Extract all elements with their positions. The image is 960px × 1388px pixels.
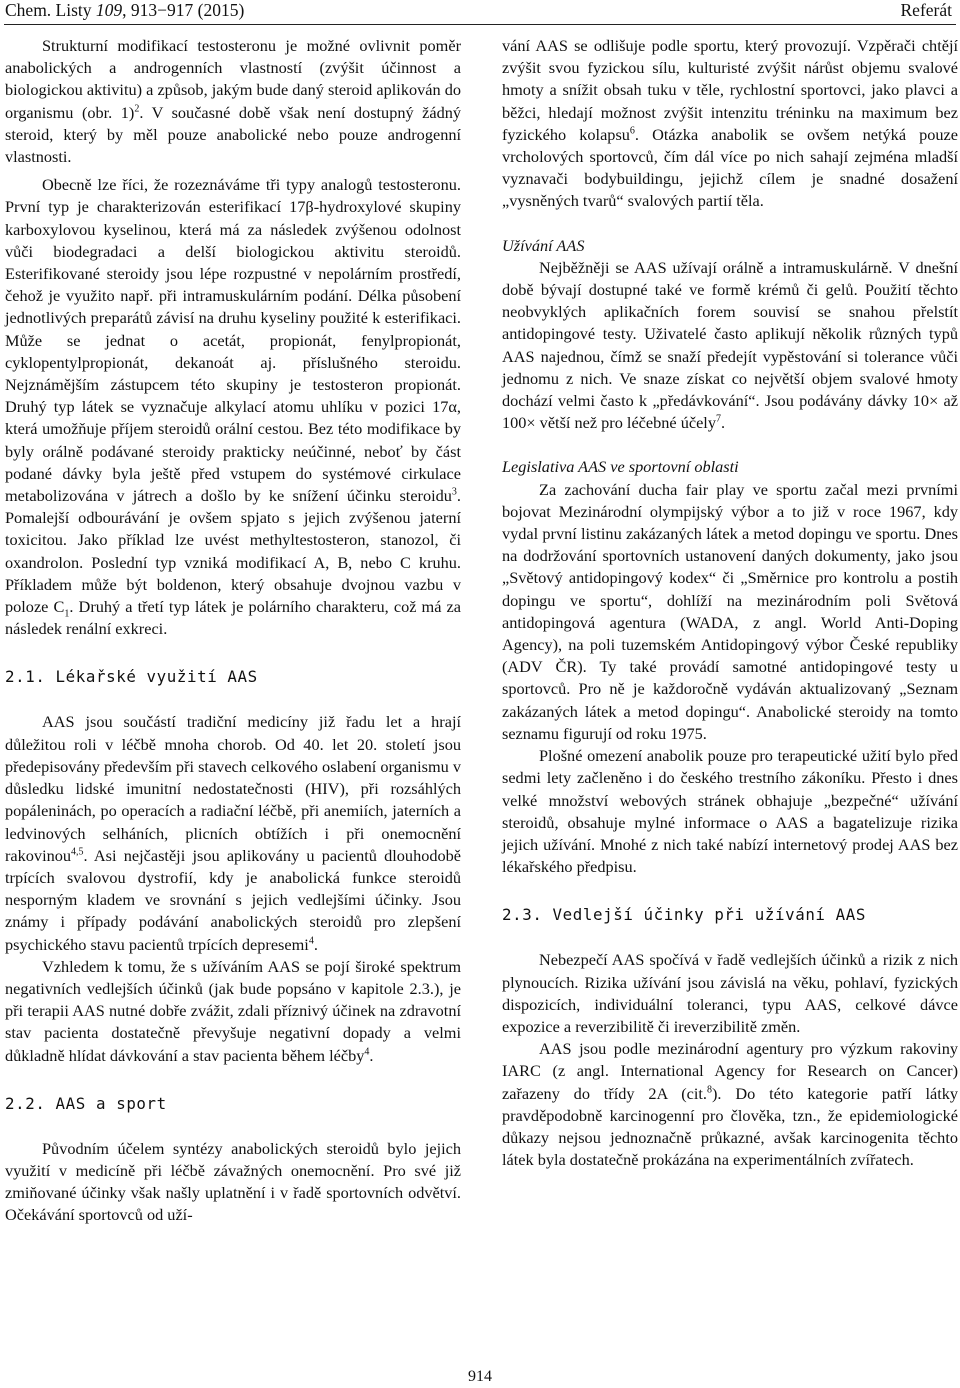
paragraph-text: Obecně lze říci, že rozeznáváme tři typy analogů testosteronu. První typ je charakterizován esterifikací 17β-hydroxylové skupiny karboxylovou kyselinou, která má za následek zvýšenou odolnost vůči biodegradaci a delší biologickou aktivitu steroidů. Esterifikované steroidy jsou lépe rozpustné v nepolárním prostředí, čehož je využito např. při intramuskulárním podání. Délka působení jednotlivých preparátů závisí na druhu kyseliny použité k esterifikaci. Může se jednat o acetát, propionát, fenylpropionát, cyklopentylpropionát, dekanoát aj. příslušného steroidu. Nejznámějším zástupcem této skupiny je testosteron propionát. Druhý typ látek se vyznačuje alkylací atomu uhlíku v pozici 17α, která umožňuje příjem steroidů orální cestou. Bez této modifikace by byly orálně podávané steroidy prakticky neúčinné, neboť by část podané dávky byla ještě před vstupem do systémové cirkulace metabolizována v játrech a došlo by ke snížení účinku steroidu [5, 175, 461, 506]
citation-ref: 7 [715, 413, 721, 425]
section-heading-2-3: 2.3. Vedlejší účinky při užívání AAS [502, 905, 866, 925]
citation-ref: 8 [707, 1084, 713, 1096]
citation-ref: 6 [629, 125, 635, 137]
citation-ref: 4 [364, 1046, 370, 1058]
section-heading-2-1: 2.1. Lékařské využití AAS [5, 667, 258, 687]
paragraph [502, 35, 958, 213]
page-number: 914 [468, 1368, 492, 1385]
paragraph [5, 956, 461, 1067]
subscript: 1 [64, 608, 70, 620]
header-divider [4, 24, 956, 25]
subheading-legislativa: Legislativa AAS ve sportovní oblasti [502, 457, 739, 477]
paragraph: Plošné omezení anabolik pouze pro terapeutické užití bylo před sedmi lety začleněno i do českého trestního zákoníku. Přesto i dnes velké množství webových stránek obhajuje „bezpečné“ užívání steroidů, obsahuje mylné informace o AAS a bagatelizuje rizika jejich užívání. Mnohé z nich také nabízí internetový prodej AAS bez lékařského předpisu. [502, 746, 958, 877]
paragraph-text: . [720, 413, 726, 433]
running-head [0, 0, 960, 26]
citation-ref: 3 [451, 486, 457, 498]
paragraph [502, 1038, 958, 1171]
paragraph: Za zachování ducha fair play ve sportu začal mezi prvními bojovat Mezinárodní olympijský výbor a to již v roce 1967, kdy vydal první listinu zakázaných látek a metod dopingu ve sportu. Dnes na dodržování sportovních ustanovení daných dokumenty, jako jsou „Světový antidopingový kodex“ či „Směrnice pro kontrolu a postih dopingu ve sportu“, dohlíží na mezinárodním poli Světová antidopingová agentura (WADA, z angl. World Anti-Doping Agency), na poli tuzemském Antidopingový výbor České republiky (ADV ČR). Ty také provádí samotné antidopingové testy u sportovců. Pro ně je každoročně vydáván aktualizovaný „Seznam zakázaných látek a metod dopingu“. Anabolické steroidy na tomto seznamu figurují od roku 1975. [502, 479, 958, 743]
paragraph-text: . Pomalejší odbourávání je ovšem spjato s jejich zvýšenou jaterní toxicitou. Jako příklad lze uvést methyltestosteron, stanozol, či oxandrolon. Poslední typ vzniká modifikací A, B, nebo C kruhu. Příkladem může být boldenon, který obsahuje dvojnou vazbu v poloze C [5, 486, 461, 617]
section-heading-2-2: 2.2. AAS a sport [5, 1093, 167, 1113]
journal-name: Chem. Listy [5, 0, 92, 20]
paragraph-text: . Asi nejčastěji jsou aplikovány u pacientů dlouhodobě trpících svalovou dystrofií, kdy je anabolická funkce steroidů nesporným kladem ve srovnání s jejich vedlejšími účinky. Jsou známy i případy podávání anabolických steroidů pro zlepšení psychického stavu pacientů trpících depresemi [5, 845, 461, 954]
paragraph-text: ). Do této kategorie patří látky pravděpodobně karcinogenní pro člověka, tzn., že epidemiologické důkazy nejsou jednoznačně průkazné, avšak karcinogenita těchto látek byla dostatečně prokázána na experimentálních zvířatech. [502, 1083, 958, 1170]
paragraph-text: vání AAS se odlišuje podle sportu, který provozují. Vzpěrači chtějí zvýšit svou fyzickou sílu, kulturisté zvýšit nárůst objemu svalové hmoty a snížit obsah tuku v těle, rychlostní sportovci, jako plavci a běžci, hledají možnost zvýšit intenzitu tréninku na maximum bez fyzického kolapsu [502, 36, 958, 144]
section-label: Referát [900, 0, 952, 20]
paragraph-text: AAS jsou součástí tradiční medicíny již řadu let a hrají důležitou roli v léčbě mnoha chorob. Od 40. let 20. století jsou předepisovány především při stavech celkového oslabení organismu v důsledku lidské imunitní nedostatečnosti (HIV), při rozsáhlých popáleninách, po operacích a radiační léčbě, při anemiích, jaterních a ledvinových selháních, plicních obtížích i při onemocnění rakovinou [5, 712, 461, 865]
paragraph-text: Vzhledem k tomu, že s užíváním AAS se pojí široké spektrum negativních vedlejších účinků (jak bude popsáno v kapitole 2.3.), je při terapii AAS nutné dobře zvážit, zdali příznivý účinek na zdravotní stav pacienta dostatečně převyšuje negativní dopady a velmi důkladně hlídat dávkování a stav pacienta během léčby [5, 956, 461, 1065]
paragraph-text: . [313, 934, 318, 954]
paragraph-text: . V současné době však není dostupný žádný steroid, který by měl pouze anabolické nebo pouze androgenní vlastnosti. [5, 102, 461, 167]
right-column [502, 35, 958, 1171]
left-column [5, 35, 461, 1227]
paragraph-text: AAS jsou podle mezinárodní agentury pro výzkum rakoviny IARC (z angl. International Agency for Research on Cancer) zařazeny do třídy 2A (cit. [502, 1039, 958, 1103]
journal-pages: , 913−917 (2015) [122, 0, 245, 20]
citation-ref: 4 [308, 935, 314, 947]
paragraph-text: . Druhý a třetí typ látek je polárního charakteru, což má za následek renální exkreci. [5, 597, 462, 639]
paragraph-text: . [369, 1045, 374, 1065]
subheading-uzivani-aas: Užívání AAS [502, 235, 585, 255]
paragraph [5, 174, 461, 640]
paragraph [502, 257, 958, 435]
paragraph: Původním účelem syntézy anabolických steroidů bylo jejich využití v medicíně při léčbě závažných onemocnění. Pro své již zmiňované účinky však našly uplatnění i v řadě sportovních odvětví. Očekávání sportovců od uží- [5, 1138, 461, 1225]
paragraph-text: Strukturní modifikací testosteronu je možné ovlivnit poměr anabolických a androgenních vlastností (zvýšit účinnost a biologickou aktivitu) a způsob, jakým bude daný steroid aplikován do organismu (obr. 1) [5, 36, 461, 122]
journal-citation [5, 0, 244, 20]
citation-ref: 2 [134, 103, 140, 115]
journal-volume: 109 [95, 0, 123, 20]
paragraph [5, 35, 461, 168]
paragraph-text: Nejběžněji se AAS užívají orálně a intramuskulárně. V dnešní době bývají dostupné také ve formě krémů či gelů. Použití těchto neobvyklých aplikačních forem souvisí se snahou přelstít antidopingové testy. Uživatelé často aplikují několik různých typů AAS najednou, čímž se snaží předejít vypěstování si tolerance vůči jednomu z nich. Ve snaze získat co největší objem svalové hmoty dochází velmi často k „předávkování“. Jsou podávány dávky 10× až 100× větší než pro léčebné účely [502, 257, 958, 433]
paragraph-text: . Otázka anabolik se ovšem netýká pouze vrcholových sportovců, čím dál více po nich sahají zejména mladší vyznavači bodybuildingu, jejichž cílem je snadné dosažení „vysněných tvarů“ svalových partií těla. [502, 124, 959, 211]
citation-ref: 4,5 [71, 846, 84, 858]
paragraph [5, 711, 461, 955]
paragraph: Nebezpečí AAS spočívá v řadě vedlejších účinků a rizik z nich plynoucích. Rizika užívání jsou závislá na věku, pohlaví, fyzických dispozicích, individuální toleranci, typu AAS, celkové dávce expozice a reverzibilitě či ireverzibilitě změn. [502, 950, 958, 1036]
